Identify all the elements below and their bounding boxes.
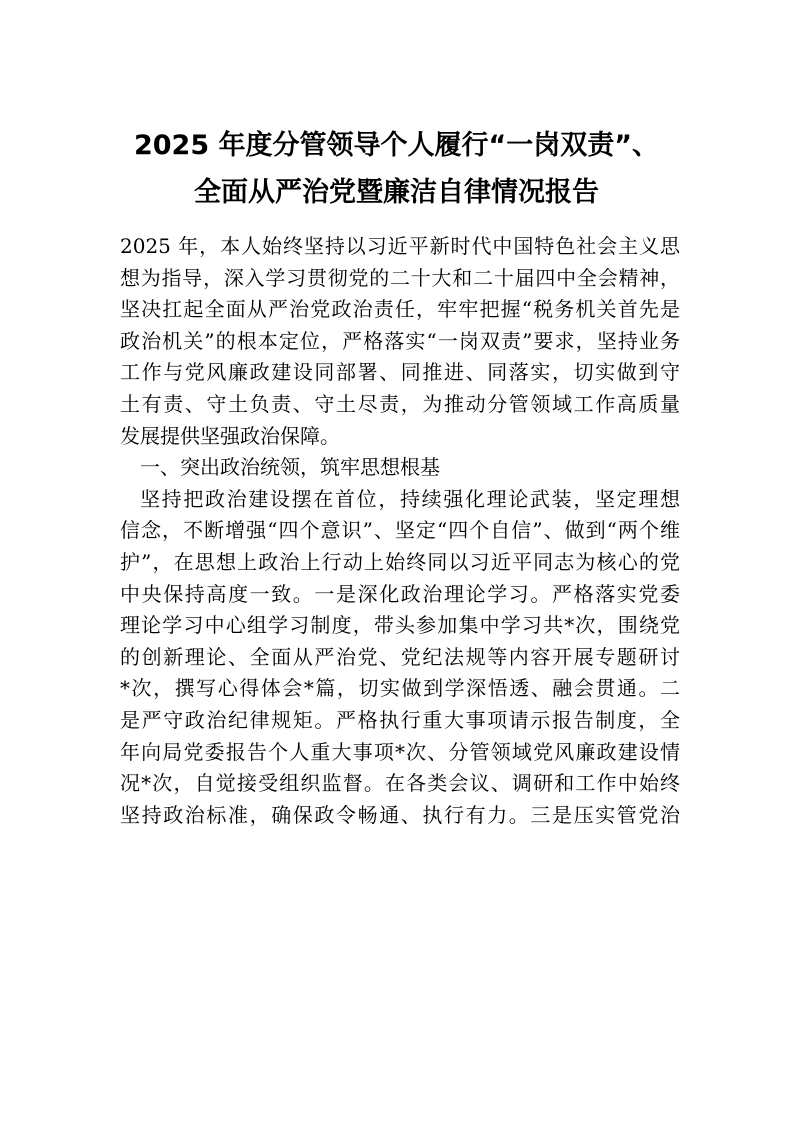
section-paragraph-line: 年向局党委报告个人重大事项*次、分管领域党风廉政建设情 — [120, 739, 680, 764]
intro-line: 政治机关”的根本定位，严格落实“一岗双责”要求，坚持业务 — [120, 328, 680, 353]
section-paragraph-line: *次，撰写心得体会*篇，切实做到学深悟透、融会贯通。二 — [120, 676, 680, 701]
intro-line: 想为指导，深入学习贯彻党的二十大和二十届四中全会精神， — [120, 265, 680, 290]
report-body — [120, 231, 680, 831]
intro-line: 2025 年，本人始终坚持以习近平新时代中国特色社会主义思 — [120, 234, 680, 258]
section-paragraph-line: 中央保持高度一致。一是深化政治理论学习。严格落实党委 — [120, 581, 680, 606]
section-paragraph-line: 是严守政治纪律规矩。严格执行重大事项请示报告制度，全 — [120, 707, 680, 732]
report-title-line-2: 全面从严治党暨廉洁自律情况报告 — [194, 177, 599, 208]
section-paragraph-line: 信念，不断增强“四个意识”、坚定“四个自信”、做到“两个维 — [120, 518, 680, 543]
section-paragraph-line: 坚持把政治建设摆在首位，持续强化理论武装，坚定理想 — [140, 486, 680, 511]
section-paragraph-line: 理论学习中心组学习制度，带头参加集中学习共*次，围绕党 — [120, 613, 680, 638]
intro-line: 土有责、守土负责、守土尽责，为推动分管领域工作高质量 — [120, 391, 680, 416]
section-heading: 一、突出政治统领，筑牢思想根基 — [140, 455, 440, 480]
intro-line: 工作与党风廉政建设同部署、同推进、同落实，切实做到守 — [120, 360, 680, 385]
intro-line: 坚决扛起全面从严治党政治责任，牢牢把握“税务机关首先是 — [120, 297, 680, 322]
intro-line: 发展提供坚强政治保障。 — [120, 423, 340, 448]
section-paragraph-line: 护”，在思想上政治上行动上始终同以习近平同志为核心的党 — [120, 549, 680, 574]
report-title-line-1: 2025 年度分管领导个人履行“一岗双责”、 — [133, 130, 660, 161]
section-paragraph-line: 的创新理论、全面从严治党、党纪法规等内容开展专题研讨 — [120, 644, 680, 669]
section-paragraph-line: 坚持政治标准，确保政令畅通、执行有力。三是压实管党治 — [120, 802, 680, 827]
section-paragraph-line: 况*次，自觉接受组织监督。在各类会议、调研和工作中始终 — [120, 771, 680, 796]
